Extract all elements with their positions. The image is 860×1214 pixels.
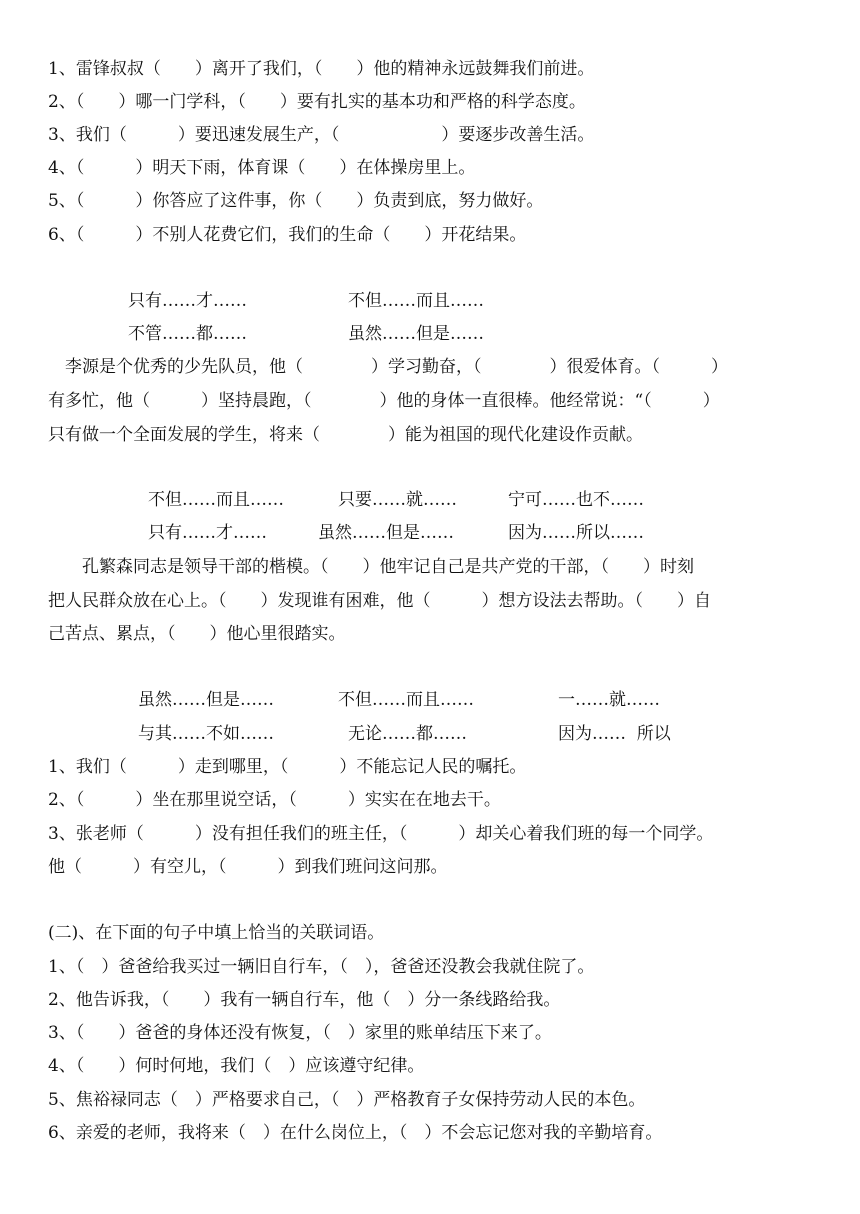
keyword-pair: 只要……就…… [338, 490, 457, 510]
sentence-3-continued: 他（ ）有空儿，（ ）到我们班问这问那。 [48, 857, 448, 877]
sentence-5: 5、焦裕禄同志（ ）严格要求自己，（ ）严格教育子女保持劳动人民的本色。 [48, 1090, 646, 1110]
sentence-2: 2、（ ）哪一门学科，（ ）要有扎实的基本功和严格的科学态度。 [48, 92, 586, 112]
passage-line: 有多忙，他（ ）坚持晨跑，（ ）他的身体一直很棒。他经常说：“（ ） [48, 391, 720, 411]
keyword-pair: 因为…… 所以 [558, 724, 671, 744]
section-heading: (二)、在下面的句子中填上恰当的关联词语。 [48, 923, 385, 943]
passage-line: 把人民群众放在心上。（ ）发现谁有困难，他（ ）想方设法去帮助。（ ）自 [48, 591, 711, 611]
keyword-pair: 与其……不如…… [138, 724, 274, 744]
keyword-pair: 无论……都…… [348, 724, 467, 744]
keyword-pair: 虽然……但是…… [348, 324, 484, 344]
keyword-pair: 虽然……但是…… [138, 690, 274, 710]
sentence-1: 1、我们（ ）走到哪里，（ ）不能忘记人民的嘱托。 [48, 757, 527, 777]
sentence-5: 5、（ ）你答应了这件事，你（ ）负责到底，努力做好。 [48, 191, 544, 211]
keyword-pair: 不但……而且…… [348, 291, 484, 311]
sentence-1: 1、雷锋叔叔（ ）离开了我们，（ ）他的精神永远鼓舞我们前进。 [48, 59, 595, 79]
keyword-pair: 宁可……也不…… [508, 490, 644, 510]
passage-line: 孔繁森同志是领导干部的楷模。（ ）他牢记自己是共产党的干部，（ ）时刻 [48, 557, 694, 577]
keyword-pair: 虽然……但是…… [318, 523, 454, 543]
sentence-2: 2、（ ）坐在那里说空话，（ ）实实在在地去干。 [48, 790, 501, 810]
keyword-pair: 一……就…… [558, 690, 660, 710]
keyword-pair: 只有……才…… [128, 291, 247, 311]
keyword-pair: 不但……而且…… [148, 490, 284, 510]
passage-line: 只有做一个全面发展的学生，将来（ ）能为祖国的现代化建设作贡献。 [48, 425, 643, 445]
sentence-3: 3、张老师（ ）没有担任我们的班主任，（ ）却关心着我们班的每一个同学。 [48, 824, 714, 844]
sentence-4: 4、（ ）明天下雨，体育课（ ）在体操房里上。 [48, 158, 476, 178]
keyword-pair: 因为……所以…… [508, 523, 644, 543]
passage-line: 李源是个优秀的少先队员，他（ ）学习勤奋，（ ）很爱体育。（ ） [48, 357, 728, 377]
sentence-3: 3、我们（ ）要迅速发展生产，（ ）要逐步改善生活。 [48, 125, 595, 145]
keyword-pair: 不管……都…… [128, 324, 247, 344]
sentence-6: 6、（ ）不别人花费它们，我们的生命（ ）开花结果。 [48, 225, 527, 245]
sentence-1: 1、（ ）爸爸给我买过一辆旧自行车，（ ），爸爸还没教会我就住院了。 [48, 957, 595, 977]
sentence-3: 3、（ ）爸爸的身体还没有恢复，（ ）家里的账单结压下来了。 [48, 1023, 552, 1043]
keyword-pair: 只有……才…… [148, 523, 267, 543]
sentence-4: 4、（ ）何时何地，我们（ ）应该遵守纪律。 [48, 1056, 425, 1076]
sentence-2: 2、他告诉我，（ ）我有一辆自行车，他（ ）分一条线路给我。 [48, 990, 561, 1010]
keyword-pair: 不但……而且…… [338, 690, 474, 710]
sentence-6: 6、亲爱的老师，我将来（ ）在什么岗位上，（ ）不会忘记您对我的辛勤培育。 [48, 1123, 663, 1143]
passage-line: 己苦点、累点，（ ）他心里很踏实。 [48, 624, 346, 644]
